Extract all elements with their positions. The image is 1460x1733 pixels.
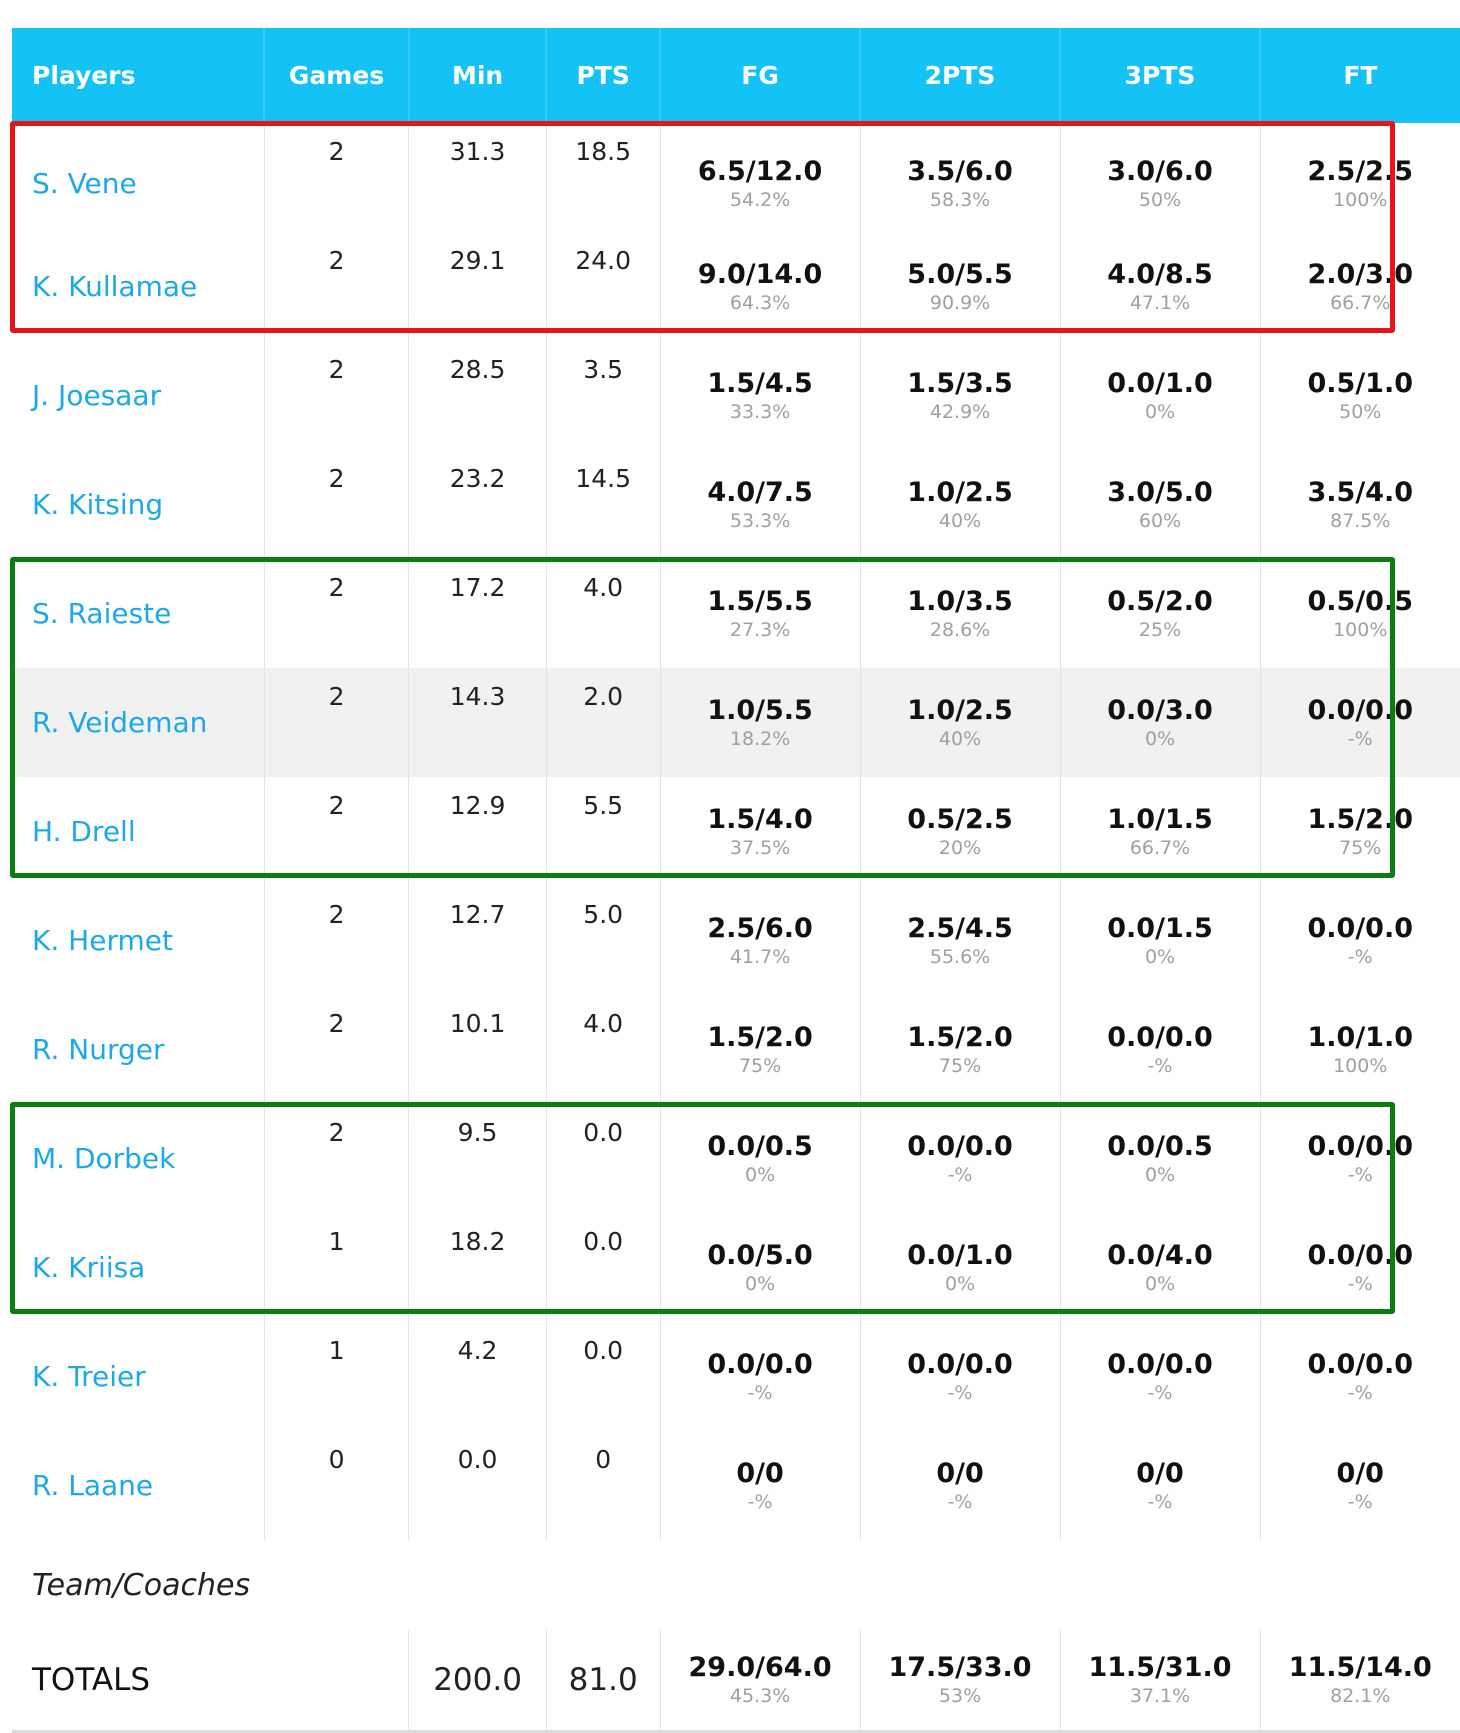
min-cell: 28.5: [409, 341, 546, 450]
games-cell: 2: [264, 232, 409, 341]
fg-cell: [660, 1104, 860, 1213]
min-cell: 14.3: [409, 668, 546, 777]
pts-cell: 2.0: [546, 668, 660, 777]
ft-cell: [1260, 1213, 1460, 1322]
3pts-cell: [1060, 450, 1260, 559]
fg-cell: [660, 123, 860, 232]
pts-cell: 5.5: [546, 777, 660, 886]
2pts-cell: [860, 559, 1060, 668]
fg-cell: [660, 450, 860, 559]
totals-min: 200.0: [409, 1630, 546, 1732]
3pts-cell: [1060, 1431, 1260, 1540]
totals-row: [12, 1630, 1460, 1732]
ft-made: 0.0/0.0: [1261, 1131, 1460, 1163]
header-fg[interactable]: FG: [660, 28, 860, 123]
ft-cell: [1260, 1431, 1460, 1540]
ft-made: 1.0/1.0: [1261, 1022, 1460, 1054]
fg-cell: [660, 1213, 860, 1322]
pts-cell: 14.5: [546, 450, 660, 559]
totals-3pts-pct: 37.1%: [1061, 1684, 1260, 1708]
3pts-pct: 0%: [1061, 1272, 1260, 1296]
totals-2pts-made: 17.5/33.0: [861, 1652, 1060, 1684]
ft-made: 0/0: [1261, 1458, 1460, 1490]
player-name-link[interactable]: J. Joesaar: [12, 341, 264, 450]
3pts-pct: -%: [1061, 1381, 1260, 1405]
table-row: [12, 123, 1460, 232]
2pts-pct: -%: [861, 1163, 1060, 1187]
player-name-link[interactable]: S. Vene: [12, 123, 264, 232]
2pts-made: 1.5/2.0: [861, 1022, 1060, 1054]
totals-games: [264, 1630, 409, 1732]
min-cell: 12.9: [409, 777, 546, 886]
2pts-made: 1.0/3.5: [861, 586, 1060, 618]
3pts-cell: [1060, 1213, 1260, 1322]
3pts-pct: 0%: [1061, 400, 1260, 424]
fg-made: 1.5/4.0: [661, 804, 860, 836]
3pts-pct: -%: [1061, 1054, 1260, 1078]
totals-pts: 81.0: [546, 1630, 660, 1732]
2pts-made: 0.0/0.0: [861, 1131, 1060, 1163]
fg-cell: [660, 1322, 860, 1431]
2pts-pct: 58.3%: [861, 188, 1060, 212]
totals-fg-made: 29.0/64.0: [661, 1652, 860, 1684]
totals-2pts-pct: 53%: [861, 1684, 1060, 1708]
ft-cell: [1260, 232, 1460, 341]
ft-pct: -%: [1261, 1490, 1460, 1514]
2pts-pct: -%: [861, 1490, 1060, 1514]
fg-cell: [660, 559, 860, 668]
totals-ft-pct: 82.1%: [1261, 1684, 1460, 1708]
table-row: [12, 232, 1460, 341]
totals-fg: [660, 1630, 860, 1732]
table-row: [12, 559, 1460, 668]
ft-cell: [1260, 559, 1460, 668]
2pts-pct: 20%: [861, 836, 1060, 860]
2pts-pct: 40%: [861, 727, 1060, 751]
games-cell: 1: [264, 1322, 409, 1431]
player-name-link[interactable]: R. Laane: [12, 1431, 264, 1540]
ft-cell: [1260, 450, 1460, 559]
2pts-made: 0.0/0.0: [861, 1349, 1060, 1381]
2pts-pct: 42.9%: [861, 400, 1060, 424]
pts-cell: 5.0: [546, 886, 660, 995]
min-cell: 18.2: [409, 1213, 546, 1322]
2pts-pct: 90.9%: [861, 291, 1060, 315]
2pts-cell: [860, 1104, 1060, 1213]
fg-pct: 53.3%: [661, 509, 860, 533]
header-games[interactable]: Games: [264, 28, 409, 123]
2pts-made: 1.0/2.5: [861, 695, 1060, 727]
3pts-pct: 0%: [1061, 945, 1260, 969]
2pts-cell: [860, 232, 1060, 341]
table-row: [12, 1104, 1460, 1213]
min-cell: 12.7: [409, 886, 546, 995]
fg-pct: 64.3%: [661, 291, 860, 315]
pts-cell: 3.5: [546, 341, 660, 450]
2pts-made: 5.0/5.5: [861, 259, 1060, 291]
2pts-cell: [860, 668, 1060, 777]
fg-pct: 27.3%: [661, 618, 860, 642]
3pts-made: 3.0/5.0: [1061, 477, 1260, 509]
ft-made: 2.5/2.5: [1261, 156, 1460, 188]
header-pts[interactable]: PTS: [546, 28, 660, 123]
ft-cell: [1260, 1322, 1460, 1431]
table-row: [12, 886, 1460, 995]
ft-made: 0.0/0.0: [1261, 695, 1460, 727]
3pts-made: 0.0/1.0: [1061, 368, 1260, 400]
2pts-pct: 40%: [861, 509, 1060, 533]
2pts-made: 0/0: [861, 1458, 1060, 1490]
ft-made: 0.0/0.0: [1261, 1349, 1460, 1381]
2pts-pct: 0%: [861, 1272, 1060, 1296]
2pts-cell: [860, 886, 1060, 995]
2pts-cell: [860, 1322, 1060, 1431]
3pts-pct: 66.7%: [1061, 836, 1260, 860]
ft-made: 3.5/4.0: [1261, 477, 1460, 509]
fg-pct: -%: [661, 1381, 860, 1405]
fg-pct: 0%: [661, 1163, 860, 1187]
ft-pct: 100%: [1261, 188, 1460, 212]
3pts-pct: -%: [1061, 1490, 1260, 1514]
fg-made: 2.5/6.0: [661, 913, 860, 945]
player-name-link[interactable]: R. Veideman: [12, 668, 264, 777]
2pts-cell: [860, 1431, 1060, 1540]
2pts-cell: [860, 1213, 1060, 1322]
2pts-made: 3.5/6.0: [861, 156, 1060, 188]
2pts-cell: [860, 995, 1060, 1104]
fg-made: 0.0/0.0: [661, 1349, 860, 1381]
fg-made: 1.5/2.0: [661, 1022, 860, 1054]
2pts-made: 1.0/2.5: [861, 477, 1060, 509]
fg-pct: 18.2%: [661, 727, 860, 751]
3pts-cell: [1060, 1104, 1260, 1213]
ft-pct: 66.7%: [1261, 291, 1460, 315]
3pts-made: 1.0/1.5: [1061, 804, 1260, 836]
3pts-pct: 0%: [1061, 727, 1260, 751]
header-2pts[interactable]: 2PTS: [860, 28, 1060, 123]
3pts-made: 0.5/2.0: [1061, 586, 1260, 618]
2pts-pct: 75%: [861, 1054, 1060, 1078]
fg-made: 1.5/5.5: [661, 586, 860, 618]
ft-made: 0.0/0.0: [1261, 1240, 1460, 1272]
totals-3pts: [1060, 1630, 1260, 1732]
pts-cell: 0.0: [546, 1213, 660, 1322]
2pts-cell: [860, 341, 1060, 450]
pts-cell: 4.0: [546, 559, 660, 668]
fg-made: 1.5/4.5: [661, 368, 860, 400]
games-cell: 2: [264, 1104, 409, 1213]
ft-pct: -%: [1261, 727, 1460, 751]
table-row: [12, 668, 1460, 777]
3pts-cell: [1060, 123, 1260, 232]
player-name-link[interactable]: K. Kullamae: [12, 232, 264, 341]
3pts-made: 0/0: [1061, 1458, 1260, 1490]
2pts-made: 1.5/3.5: [861, 368, 1060, 400]
pts-cell: 24.0: [546, 232, 660, 341]
ft-cell: [1260, 1104, 1460, 1213]
2pts-made: 2.5/4.5: [861, 913, 1060, 945]
2pts-made: 0.0/1.0: [861, 1240, 1060, 1272]
header-row: [12, 28, 1460, 123]
ft-made: 2.0/3.0: [1261, 259, 1460, 291]
totals-3pts-made: 11.5/31.0: [1061, 1652, 1260, 1684]
ft-pct: 75%: [1261, 836, 1460, 860]
table-row: [12, 450, 1460, 559]
ft-pct: 100%: [1261, 618, 1460, 642]
table-row: [12, 995, 1460, 1104]
2pts-pct: -%: [861, 1381, 1060, 1405]
games-cell: 2: [264, 450, 409, 559]
3pts-made: 0.0/3.0: [1061, 695, 1260, 727]
games-cell: 2: [264, 341, 409, 450]
games-cell: 2: [264, 123, 409, 232]
3pts-pct: 47.1%: [1061, 291, 1260, 315]
3pts-made: 0.0/0.0: [1061, 1349, 1260, 1381]
stats-body: [12, 123, 1460, 1732]
ft-pct: -%: [1261, 1272, 1460, 1296]
3pts-cell: [1060, 668, 1260, 777]
totals-2pts: [860, 1630, 1060, 1732]
fg-made: 4.0/7.5: [661, 477, 860, 509]
3pts-made: 3.0/6.0: [1061, 156, 1260, 188]
fg-made: 6.5/12.0: [661, 156, 860, 188]
games-cell: 2: [264, 995, 409, 1104]
pts-cell: 0.0: [546, 1104, 660, 1213]
player-name-link[interactable]: K. Kitsing: [12, 450, 264, 559]
games-cell: 2: [264, 886, 409, 995]
3pts-pct: 60%: [1061, 509, 1260, 533]
fg-cell: [660, 232, 860, 341]
ft-cell: [1260, 886, 1460, 995]
3pts-pct: 50%: [1061, 188, 1260, 212]
fg-cell: [660, 995, 860, 1104]
fg-cell: [660, 777, 860, 886]
games-cell: 2: [264, 668, 409, 777]
fg-cell: [660, 1431, 860, 1540]
pts-cell: 0.0: [546, 1322, 660, 1431]
fg-pct: -%: [661, 1490, 860, 1514]
3pts-cell: [1060, 1322, 1260, 1431]
table-row: [12, 1213, 1460, 1322]
totals-fg-pct: 45.3%: [661, 1684, 860, 1708]
ft-pct: 50%: [1261, 400, 1460, 424]
ft-cell: [1260, 777, 1460, 886]
fg-pct: 41.7%: [661, 945, 860, 969]
totals-ft: [1260, 1630, 1460, 1732]
fg-pct: 0%: [661, 1272, 860, 1296]
fg-pct: 75%: [661, 1054, 860, 1078]
fg-pct: 54.2%: [661, 188, 860, 212]
fg-made: 9.0/14.0: [661, 259, 860, 291]
player-stats-table: [12, 28, 1460, 1733]
header-min[interactable]: Min: [409, 28, 546, 123]
player-name-link[interactable]: S. Raieste: [12, 559, 264, 668]
fg-cell: [660, 886, 860, 995]
totals-label: TOTALS: [12, 1630, 264, 1732]
table-row: [12, 1431, 1460, 1540]
table-row: [12, 777, 1460, 886]
2pts-made: 0.5/2.5: [861, 804, 1060, 836]
fg-made: 1.0/5.5: [661, 695, 860, 727]
3pts-cell: [1060, 341, 1260, 450]
min-cell: 29.1: [409, 232, 546, 341]
fg-made: 0.0/0.5: [661, 1131, 860, 1163]
3pts-made: 0.0/4.0: [1061, 1240, 1260, 1272]
header-3pts[interactable]: 3PTS: [1060, 28, 1260, 123]
player-name-link[interactable]: K. Treier: [12, 1322, 264, 1431]
team-coaches-label: Team/Coaches: [12, 1540, 1460, 1630]
ft-made: 0.5/0.5: [1261, 586, 1460, 618]
min-cell: 31.3: [409, 123, 546, 232]
pts-cell: 0: [546, 1431, 660, 1540]
ft-cell: [1260, 123, 1460, 232]
games-cell: 2: [264, 777, 409, 886]
player-name-link[interactable]: R. Nurger: [12, 995, 264, 1104]
player-name-link[interactable]: H. Drell: [12, 777, 264, 886]
2pts-cell: [860, 123, 1060, 232]
header-ft[interactable]: FT: [1260, 28, 1460, 123]
ft-made: 1.5/2.0: [1261, 804, 1460, 836]
fg-made: 0/0: [661, 1458, 860, 1490]
games-cell: 0: [264, 1431, 409, 1540]
ft-cell: [1260, 995, 1460, 1104]
ft-cell: [1260, 668, 1460, 777]
ft-made: 0.5/1.0: [1261, 368, 1460, 400]
fg-made: 0.0/5.0: [661, 1240, 860, 1272]
min-cell: 9.5: [409, 1104, 546, 1213]
player-name-link[interactable]: M. Dorbek: [12, 1104, 264, 1213]
2pts-cell: [860, 450, 1060, 559]
3pts-cell: [1060, 886, 1260, 995]
ft-pct: -%: [1261, 1381, 1460, 1405]
ft-pct: -%: [1261, 945, 1460, 969]
fg-cell: [660, 341, 860, 450]
min-cell: 0.0: [409, 1431, 546, 1540]
table-row: [12, 341, 1460, 450]
player-name-link[interactable]: K. Hermet: [12, 886, 264, 995]
ft-pct: 87.5%: [1261, 509, 1460, 533]
3pts-made: 4.0/8.5: [1061, 259, 1260, 291]
fg-pct: 33.3%: [661, 400, 860, 424]
3pts-cell: [1060, 232, 1260, 341]
2pts-cell: [860, 777, 1060, 886]
min-cell: 23.2: [409, 450, 546, 559]
fg-cell: [660, 668, 860, 777]
fg-pct: 37.5%: [661, 836, 860, 860]
min-cell: 17.2: [409, 559, 546, 668]
3pts-pct: 25%: [1061, 618, 1260, 642]
min-cell: 10.1: [409, 995, 546, 1104]
header-players[interactable]: Players: [12, 28, 264, 123]
player-name-link[interactable]: K. Kriisa: [12, 1213, 264, 1322]
ft-made: 0.0/0.0: [1261, 913, 1460, 945]
games-cell: 2: [264, 559, 409, 668]
2pts-pct: 28.6%: [861, 618, 1060, 642]
2pts-pct: 55.6%: [861, 945, 1060, 969]
totals-ft-made: 11.5/14.0: [1261, 1652, 1460, 1684]
team-coaches-row: [12, 1540, 1460, 1630]
min-cell: 4.2: [409, 1322, 546, 1431]
ft-cell: [1260, 341, 1460, 450]
pts-cell: 4.0: [546, 995, 660, 1104]
table-row: [12, 1322, 1460, 1431]
3pts-cell: [1060, 559, 1260, 668]
3pts-made: 0.0/1.5: [1061, 913, 1260, 945]
3pts-pct: 0%: [1061, 1163, 1260, 1187]
3pts-cell: [1060, 777, 1260, 886]
3pts-made: 0.0/0.5: [1061, 1131, 1260, 1163]
ft-pct: -%: [1261, 1163, 1460, 1187]
3pts-cell: [1060, 995, 1260, 1104]
pts-cell: 18.5: [546, 123, 660, 232]
3pts-made: 0.0/0.0: [1061, 1022, 1260, 1054]
ft-pct: 100%: [1261, 1054, 1460, 1078]
games-cell: 1: [264, 1213, 409, 1322]
